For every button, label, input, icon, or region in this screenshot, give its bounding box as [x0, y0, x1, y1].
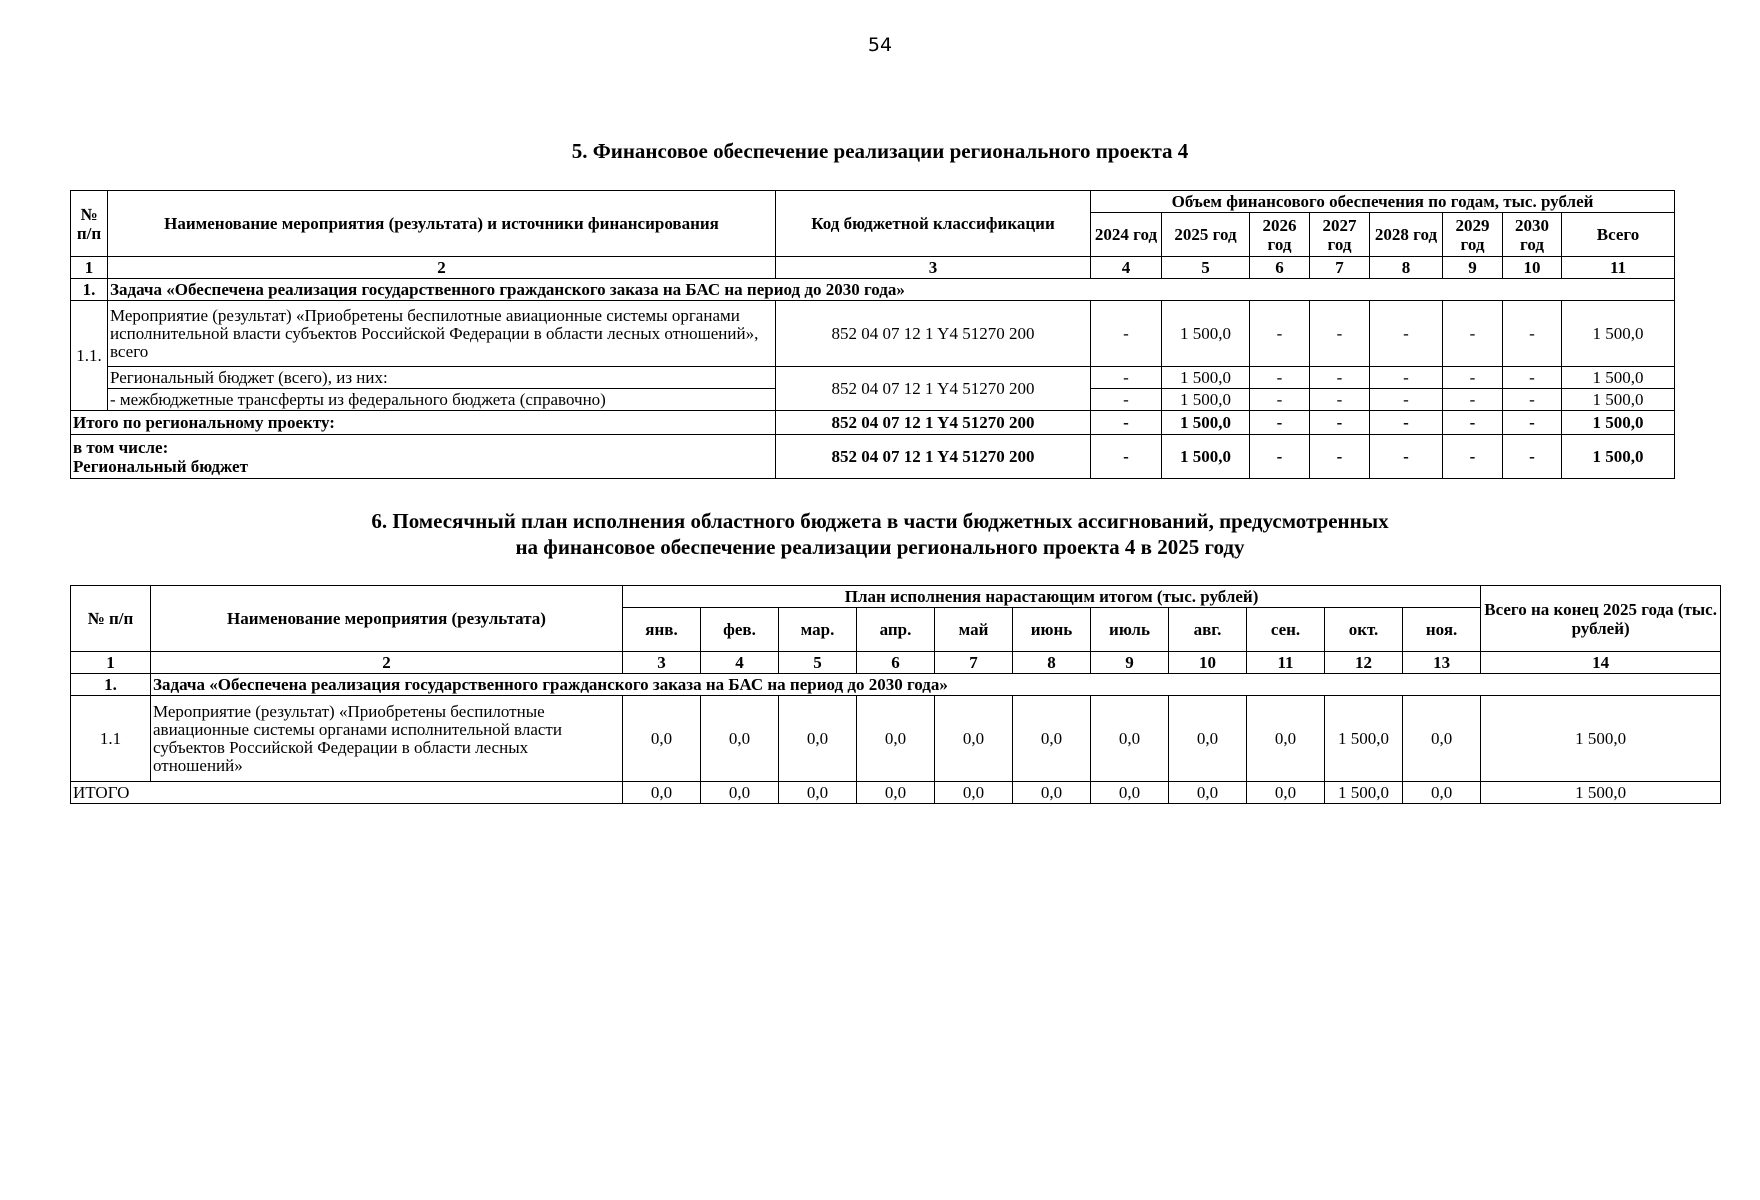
header-plan: План исполнения нарастающим итогом (тыс. рублей): [623, 586, 1481, 608]
header-month: авг.: [1169, 608, 1247, 652]
item-number: 1.1: [71, 696, 151, 782]
col-number: 3: [623, 652, 701, 674]
col-number: 6: [857, 652, 935, 674]
col-number: 5: [1162, 257, 1250, 279]
including-regional-label: Региональный бюджет: [73, 456, 248, 476]
total-month-value: 0,0: [779, 782, 857, 804]
including-label: в том числе:: [73, 437, 169, 457]
regional-value: -: [1310, 367, 1370, 389]
header-total: Всего: [1562, 213, 1675, 257]
header-year: 2029 год: [1443, 213, 1503, 257]
header-year: 2024 год: [1091, 213, 1162, 257]
project-total-value: 1 500,0: [1162, 411, 1250, 435]
item-name: Мероприятие (результат) «Приобретены беспилотные авиационные системы органами исполнительной власти субъектов Российской Федерации в области лесных отношений», всего: [108, 301, 776, 367]
col-number: 9: [1443, 257, 1503, 279]
col-number: 9: [1091, 652, 1169, 674]
item-name: Мероприятие (результат) «Приобретены беспилотные авиационные системы органами исполнительной власти субъектов Российской Федерации в области лесных отношений»: [151, 696, 623, 782]
regional-value: -: [1370, 367, 1443, 389]
transfers-value: 1 500,0: [1162, 389, 1250, 411]
col-number: 1: [71, 257, 108, 279]
project-total-sum: 1 500,0: [1562, 411, 1675, 435]
col-number: 11: [1247, 652, 1325, 674]
item-total: 1 500,0: [1562, 301, 1675, 367]
col-number: 14: [1481, 652, 1721, 674]
header-volume: Объем финансового обеспечения по годам, тыс. рублей: [1091, 191, 1675, 213]
including-value: -: [1310, 435, 1370, 479]
header-name: Наименование мероприятия (результата): [151, 586, 623, 652]
total-month-value: 0,0: [1247, 782, 1325, 804]
including-value: -: [1370, 435, 1443, 479]
header-total: Всего на конец 2025 года (тыс. рублей): [1481, 586, 1721, 652]
regional-value: -: [1091, 367, 1162, 389]
total-month-value: 0,0: [935, 782, 1013, 804]
project-total-value: -: [1250, 411, 1310, 435]
financing-table: [70, 190, 1675, 479]
section6-title-line1: 6. Помесячный план исполнения областного бюджета в части бюджетных ассигнований, предусмотренных: [371, 509, 1389, 533]
header-month: июнь: [1013, 608, 1091, 652]
header-year: 2028 год: [1370, 213, 1443, 257]
item-number: 1.1.: [71, 301, 108, 411]
item-month-value: 0,0: [935, 696, 1013, 782]
header-month: фев.: [701, 608, 779, 652]
item-month-value: 0,0: [857, 696, 935, 782]
item-month-value: 0,0: [1169, 696, 1247, 782]
header-month: окт.: [1325, 608, 1403, 652]
col-number: 10: [1169, 652, 1247, 674]
item-month-value: 0,0: [701, 696, 779, 782]
project-total-value: -: [1443, 411, 1503, 435]
col-number: 13: [1403, 652, 1481, 674]
including-value: 1 500,0: [1162, 435, 1250, 479]
grand-total-value: 1 500,0: [1481, 782, 1721, 804]
col-number: 7: [935, 652, 1013, 674]
task-number: 1.: [71, 674, 151, 696]
header-month: апр.: [857, 608, 935, 652]
including-name: [71, 435, 776, 479]
item-value: -: [1091, 301, 1162, 367]
col-number: 2: [151, 652, 623, 674]
col-number: 4: [1091, 257, 1162, 279]
regional-budget-name: Региональный бюджет (всего), из них:: [108, 367, 776, 389]
including-value: -: [1091, 435, 1162, 479]
including-value: -: [1443, 435, 1503, 479]
total-month-value: 0,0: [1013, 782, 1091, 804]
header-month: сен.: [1247, 608, 1325, 652]
col-number: 4: [701, 652, 779, 674]
including-value: -: [1503, 435, 1562, 479]
total-month-value: 0,0: [701, 782, 779, 804]
header-month: май: [935, 608, 1013, 652]
page-number: 54: [867, 34, 893, 56]
item-value: -: [1250, 301, 1310, 367]
item-code: 852 04 07 12 1 Y4 51270 200: [776, 301, 1091, 367]
item-month-value: 0,0: [1013, 696, 1091, 782]
project-total-value: -: [1370, 411, 1443, 435]
item-value: -: [1443, 301, 1503, 367]
transfers-value: -: [1091, 389, 1162, 411]
project-total-code: 852 04 07 12 1 Y4 51270 200: [776, 411, 1091, 435]
total-month-value: 0,0: [1403, 782, 1481, 804]
header-year: 2026 год: [1250, 213, 1310, 257]
header-name: Наименование мероприятия (результата) и источники финансирования: [108, 191, 776, 257]
regional-value: 1 500,0: [1162, 367, 1250, 389]
col-number: 10: [1503, 257, 1562, 279]
project-total-name: Итого по региональному проекту:: [71, 411, 776, 435]
col-number: 8: [1013, 652, 1091, 674]
header-month: июль: [1091, 608, 1169, 652]
transfers-value: -: [1370, 389, 1443, 411]
transfers-total: 1 500,0: [1562, 389, 1675, 411]
monthly-plan-table: [70, 585, 1721, 804]
item-month-value: 0,0: [1247, 696, 1325, 782]
item-value: -: [1370, 301, 1443, 367]
item-value: -: [1310, 301, 1370, 367]
regional-value: -: [1503, 367, 1562, 389]
task-title: Задача «Обеспечена реализация государственного гражданского заказа на БАС на период до 2030 года»: [108, 279, 1675, 301]
header-month: ноя.: [1403, 608, 1481, 652]
col-number: 6: [1250, 257, 1310, 279]
total-month-value: 1 500,0: [1325, 782, 1403, 804]
header-month: янв.: [623, 608, 701, 652]
header-year: 2025 год: [1162, 213, 1250, 257]
section5-title: 5. Финансовое обеспечение реализации регионального проекта 4: [571, 139, 1189, 163]
regional-value: -: [1250, 367, 1310, 389]
item-month-value: 0,0: [1403, 696, 1481, 782]
including-code: 852 04 07 12 1 Y4 51270 200: [776, 435, 1091, 479]
total-month-value: 0,0: [623, 782, 701, 804]
section6-title-line2: на финансовое обеспечение реализации регионального проекта 4 в 2025 году: [515, 535, 1245, 559]
header-num: № п/п: [71, 191, 108, 257]
regional-value: -: [1443, 367, 1503, 389]
transfers-value: -: [1503, 389, 1562, 411]
project-total-value: -: [1091, 411, 1162, 435]
transfers-name: - межбюджетные трансферты из федерального бюджета (справочно): [108, 389, 776, 411]
task-number: 1.: [71, 279, 108, 301]
col-number: 11: [1562, 257, 1675, 279]
including-total: 1 500,0: [1562, 435, 1675, 479]
header-year: 2030 год: [1503, 213, 1562, 257]
transfers-value: -: [1250, 389, 1310, 411]
col-number: 12: [1325, 652, 1403, 674]
item-total: 1 500,0: [1481, 696, 1721, 782]
task-title: Задача «Обеспечена реализация государственного гражданского заказа на БАС на период до 2030 года»: [151, 674, 1721, 696]
regional-budget-code: 852 04 07 12 1 Y4 51270 200: [776, 367, 1091, 411]
item-month-value: 0,0: [779, 696, 857, 782]
total-month-value: 0,0: [857, 782, 935, 804]
item-month-value: 1 500,0: [1325, 696, 1403, 782]
col-number: 1: [71, 652, 151, 674]
total-month-value: 0,0: [1169, 782, 1247, 804]
col-number: 8: [1370, 257, 1443, 279]
grand-total-name: ИТОГО: [71, 782, 623, 804]
header-month: мар.: [779, 608, 857, 652]
regional-total: 1 500,0: [1562, 367, 1675, 389]
total-month-value: 0,0: [1091, 782, 1169, 804]
col-number: 7: [1310, 257, 1370, 279]
col-number: 3: [776, 257, 1091, 279]
col-number: 5: [779, 652, 857, 674]
header-num: № п/п: [71, 586, 151, 652]
header-year: 2027 год: [1310, 213, 1370, 257]
item-month-value: 0,0: [623, 696, 701, 782]
project-total-value: -: [1503, 411, 1562, 435]
col-number: 2: [108, 257, 776, 279]
including-value: -: [1250, 435, 1310, 479]
project-total-value: -: [1310, 411, 1370, 435]
item-month-value: 0,0: [1091, 696, 1169, 782]
item-value: 1 500,0: [1162, 301, 1250, 367]
transfers-value: -: [1310, 389, 1370, 411]
header-code: Код бюджетной классификации: [776, 191, 1091, 257]
transfers-value: -: [1443, 389, 1503, 411]
item-value: -: [1503, 301, 1562, 367]
